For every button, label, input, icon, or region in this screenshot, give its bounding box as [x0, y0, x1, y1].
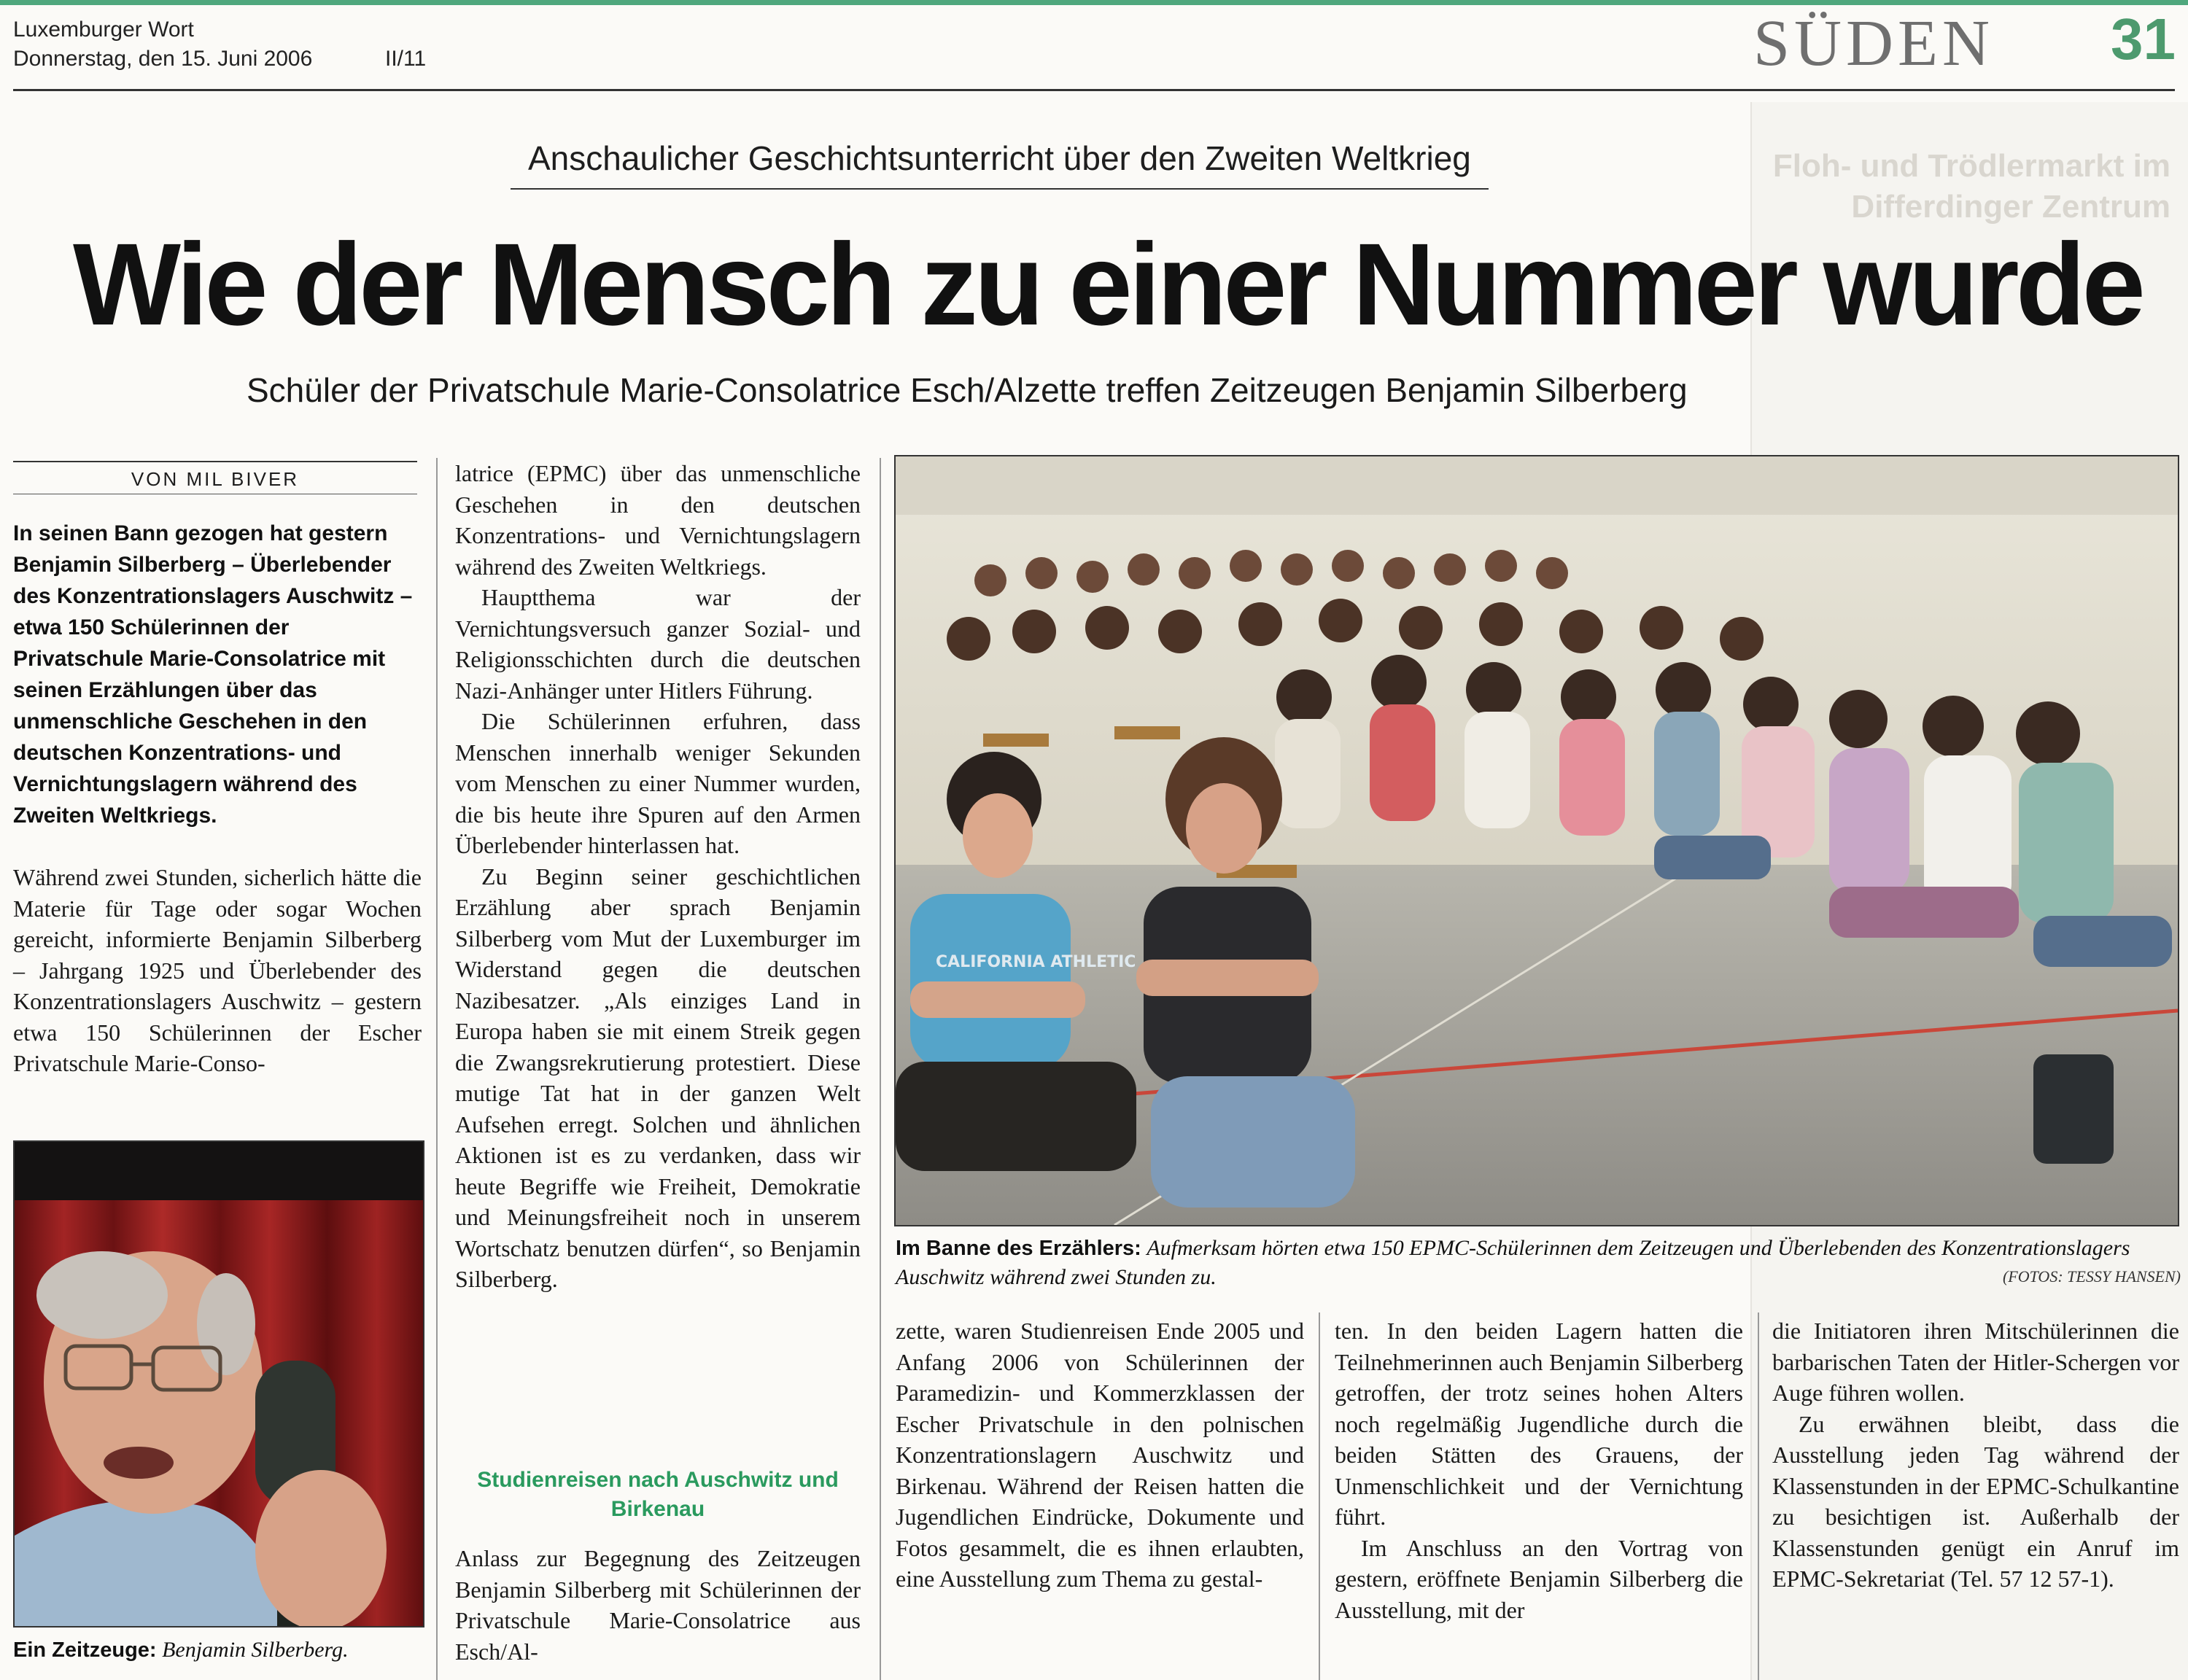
byline: VON MIL BIVER: [13, 461, 417, 494]
edition-code: II/11: [385, 47, 427, 71]
article-kicker: Anschaulicher Geschichtsunterricht über den Zweiten Weltkrieg: [511, 139, 1489, 190]
column-rule: [1758, 1312, 1759, 1680]
section-title: SÜDEN: [1753, 7, 1995, 79]
section-subhead: Studienreisen nach Auschwitz und Birkenau: [477, 1468, 839, 1521]
main-photo-caption-body: Aufmerksam hörten etwa 150 EPMC-Schülerinnen dem Zeitzeugen und Überlebenden des Konzentrationslagers Auschwitz während zwei Stunden zu.: [896, 1236, 2130, 1289]
paragraph: Im Anschluss an den Vortrag von gestern, eröffnete Benjamin Silberberg die Ausstellung, mit der: [1335, 1534, 1743, 1623]
column-4-text: [1335, 1315, 1743, 1625]
issue-date: Donnerstag, den 15. Juni 2006: [13, 47, 313, 71]
paragraph: latrice (EPMC) über das unmenschliche Geschehen in den deutschen Konzentrations- und Vernichtungslagern während des Zweiten Weltkriegs.: [455, 460, 861, 580]
header-rule: [13, 89, 2175, 91]
bleed-through-title: Floh- und Trödlermarkt im Differdinger Zentrum: [1772, 148, 2170, 225]
column-2b-text: [455, 1543, 861, 1667]
column-rule: [436, 458, 438, 1680]
top-color-strip: [0, 0, 2188, 5]
paragraph: Während zwei Stunden, sicherlich hätte die Materie für Tage oder sogar Wochen gereicht, informierte Benjamin Silberberg – Jahrgang 1925 und Überlebender des Konzentrationslagers Auschwitz – gestern etwa 150 Schülerinnen der Escher Privatschule Marie-Conso-: [13, 864, 422, 1076]
shirt-text: CALIFORNIA ATHLETIC: [936, 953, 1136, 971]
paragraph: Hauptthema war der Vernichtungsversuch ganzer Sozial- und Religionsschichten durch die deutschen Nazi-Anhänger unter Hitlers Führung.: [455, 584, 861, 704]
main-photo-caption-lead: Im Banne des Erzählers:: [896, 1237, 1141, 1260]
portrait-caption-body: Benjamin Silberberg.: [162, 1638, 349, 1662]
column-3-text: [896, 1315, 1304, 1595]
paragraph: ten. In den beiden Lagern hatten die Teilnehmerinnen auch Benjamin Silberberg getroffen, der trotz seines hohen Alters noch regelmäßig Jugendliche durch die beiden Stätten des Grauens, der Unmenschlichkeit und der Vernichtung führt.: [1335, 1318, 1743, 1530]
portrait-caption: [13, 1638, 436, 1662]
column-rule: [880, 458, 881, 1680]
paragraph: die Initiatoren ihren Mitschülerinnen die barbarischen Taten der Hitler-Schergen vor Auge führen wollen.: [1772, 1318, 2179, 1406]
paragraph: Zu Beginn seiner geschichtlichen Erzählung aber sprach Benjamin Silberberg vom Mut der Luxemburger im Widerstand gegen die deutschen Nazibesatzer. „Als einziges Land in Europa haben sie mit einem Streik gegen die Zwangsrekrutierung protestiert. Diese mutige Tat hat in der ganzen Welt Aufsehen erregt. Solchen und ähnlichen Aktionen ist es zu verdanken, dass wir heute Begriffe wie Freiheit, Demokratie und Meinungsfreiheit noch in unserem Wortschatz benutzen dürfen“, so Benjamin Silberberg.: [455, 863, 861, 1292]
paragraph: zette, waren Studienreisen Ende 2005 und Anfang 2006 von Schülerinnen der Paramedizin- und Kommerzklassen der Escher Privatschule in den polnischen Konzentrationslagern Auschwitz und Birkenau. Während der Reisen hatten die Jugendlichen Eindrücke, Dokumente und Fotos gesammelt, die es ihnen erlaubten, eine Ausstellung zum Thema zu gestal-: [896, 1318, 1304, 1592]
column-5-text: [1772, 1315, 2179, 1595]
article-lead: In seinen Bann gezogen hat gestern Benjamin Silberberg – Überlebender des Konzentrationslagers Auschwitz – etwa 150 Schülerinnen der Privatschule Marie-Consolatrice mit seinen Erzählungen über das unmenschliche Geschehen in den deutschen Konzentrations- und Vernichtungslagern während des Zweiten Weltkriegs.: [13, 521, 413, 828]
column-2-text: [455, 458, 861, 1295]
audience-photo-illustration: [896, 456, 2178, 1225]
column-rule: [1319, 1312, 1320, 1680]
column-1-text: [13, 862, 422, 1079]
portrait-photo: [13, 1140, 424, 1628]
main-photo: [894, 455, 2179, 1226]
portrait-illustration: [15, 1142, 424, 1628]
article-subheadline: Schüler der Privatschule Marie-Consolatrice Esch/Alzette treffen Zeitzeugen Benjamin Silberberg: [247, 371, 1688, 409]
photo-credit: (FOTOS: TESSY HANSEN): [2002, 1267, 2181, 1286]
portrait-caption-lead: Ein Zeitzeuge:: [13, 1638, 157, 1662]
paragraph: Zu erwähnen bleibt, dass die Ausstellung jeden Tag während der Klassenstunden in der EPMC-Schulkantine zu besichtigen ist. Außerhalb der Klassenstunden genügt ein Anruf im EPMC-Sekretariat (Tel. 57 12 57-1).: [1772, 1410, 2179, 1592]
page-number: 31: [2111, 7, 2176, 71]
article-headline: Wie der Mensch zu einer Nummer wurde: [73, 219, 2142, 349]
paragraph: Die Schülerinnen erfuhren, dass Menschen innerhalb weniger Sekunden vom Menschen zu einer Nummer wurden, die bis heute ihre Spuren auf den Armen Überlebender hinterlassen hat.: [455, 708, 861, 858]
paragraph: Anlass zur Begegnung des Zeitzeugen Benjamin Silberberg mit Schülerinnen der Privatschule Marie-Consolatrice aus Esch/Al-: [455, 1545, 861, 1665]
newspaper-name: Luxemburger Wort: [13, 18, 194, 42]
